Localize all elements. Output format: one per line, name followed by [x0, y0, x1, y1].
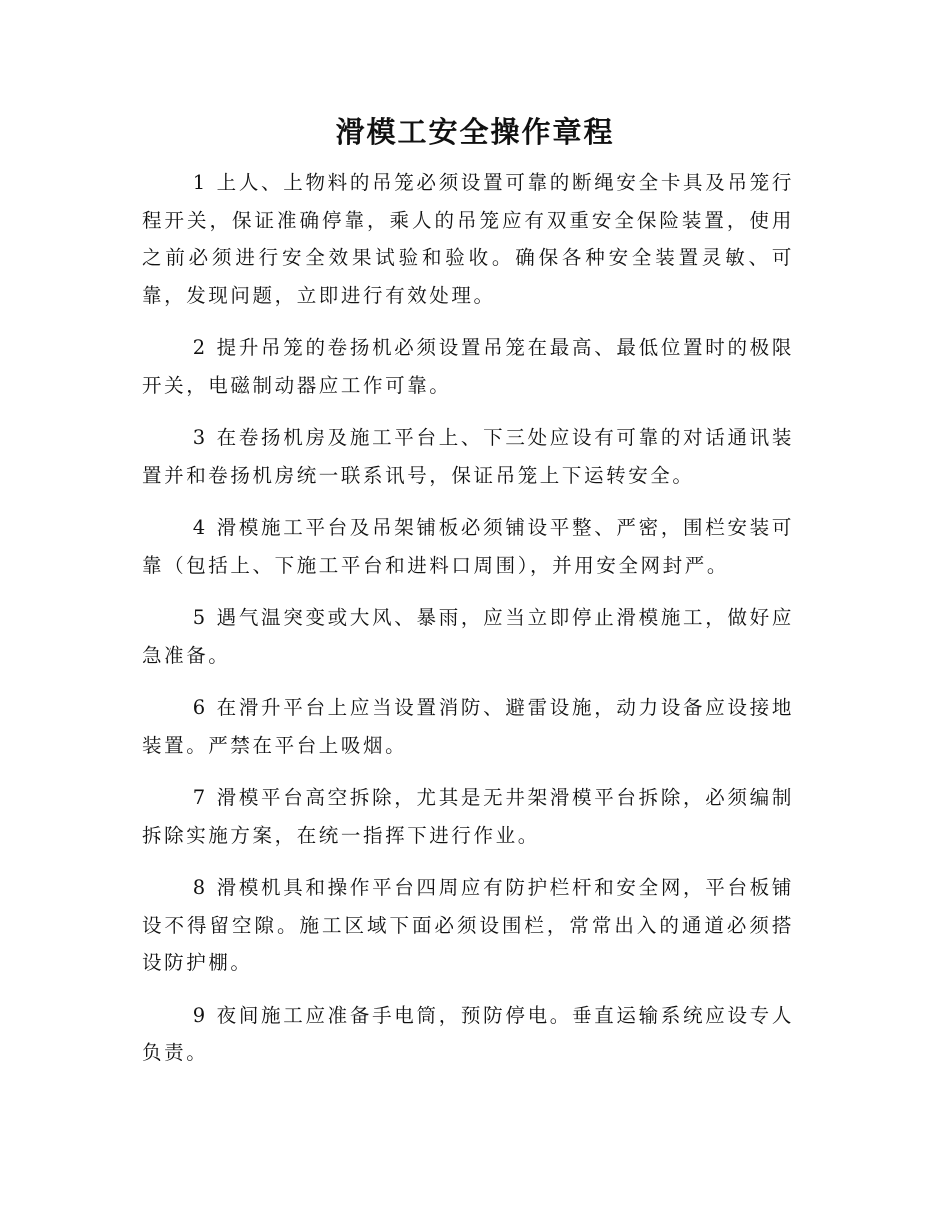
paragraph-7: 7 滑模平台高空拆除，尤其是无井架滑模平台拆除，必须编制拆除实施方案，在统一指挥下进行作业。	[142, 786, 794, 847]
paragraph-9: 9 夜间施工应准备手电筒，预防停电。垂直运输系统应设专人负责。	[142, 1003, 794, 1064]
paragraph-4: 4 滑模施工平台及吊架铺板必须铺设平整、严密，围栏安装可靠（包括上、下施工平台和进料口周围），并用安全网封严。	[142, 516, 794, 577]
paragraph-8: 8 滑模机具和操作平台四周应有防护栏杆和安全网，平台板铺设不得留空隙。施工区域下面必须设围栏，常常出入的通道必须搭设防护棚。	[142, 876, 794, 974]
paragraph-6: 6 在滑升平台上应当设置消防、避雷设施，动力设备应设接地装置。严禁在平台上吸烟。	[142, 696, 794, 757]
document-body	[142, 164, 794, 1087]
document-title: 滑模工安全操作章程	[335, 115, 615, 149]
paragraph-3: 3 在卷扬机房及施工平台上、下三处应设有可靠的对话通讯装置并和卷扬机房统一联系讯号，保证吊笼上下运转安全。	[142, 426, 794, 487]
paragraph-1: 1 上人、上物料的吊笼必须设置可靠的断绳安全卡具及吊笼行程开关，保证准确停靠，乘人的吊笼应有双重安全保险装置，使用之前必须进行安全效果试验和验收。确保各种安全装置灵敏、可靠，发现问题，立即进行有效处理。	[142, 171, 794, 307]
paragraph-2: 2 提升吊笼的卷扬机必须设置吊笼在最高、最低位置时的极限开关，电磁制动器应工作可靠。	[142, 336, 794, 397]
paragraph-5: 5 遇气温突变或大风、暴雨，应当立即停止滑模施工，做好应急准备。	[142, 606, 794, 667]
